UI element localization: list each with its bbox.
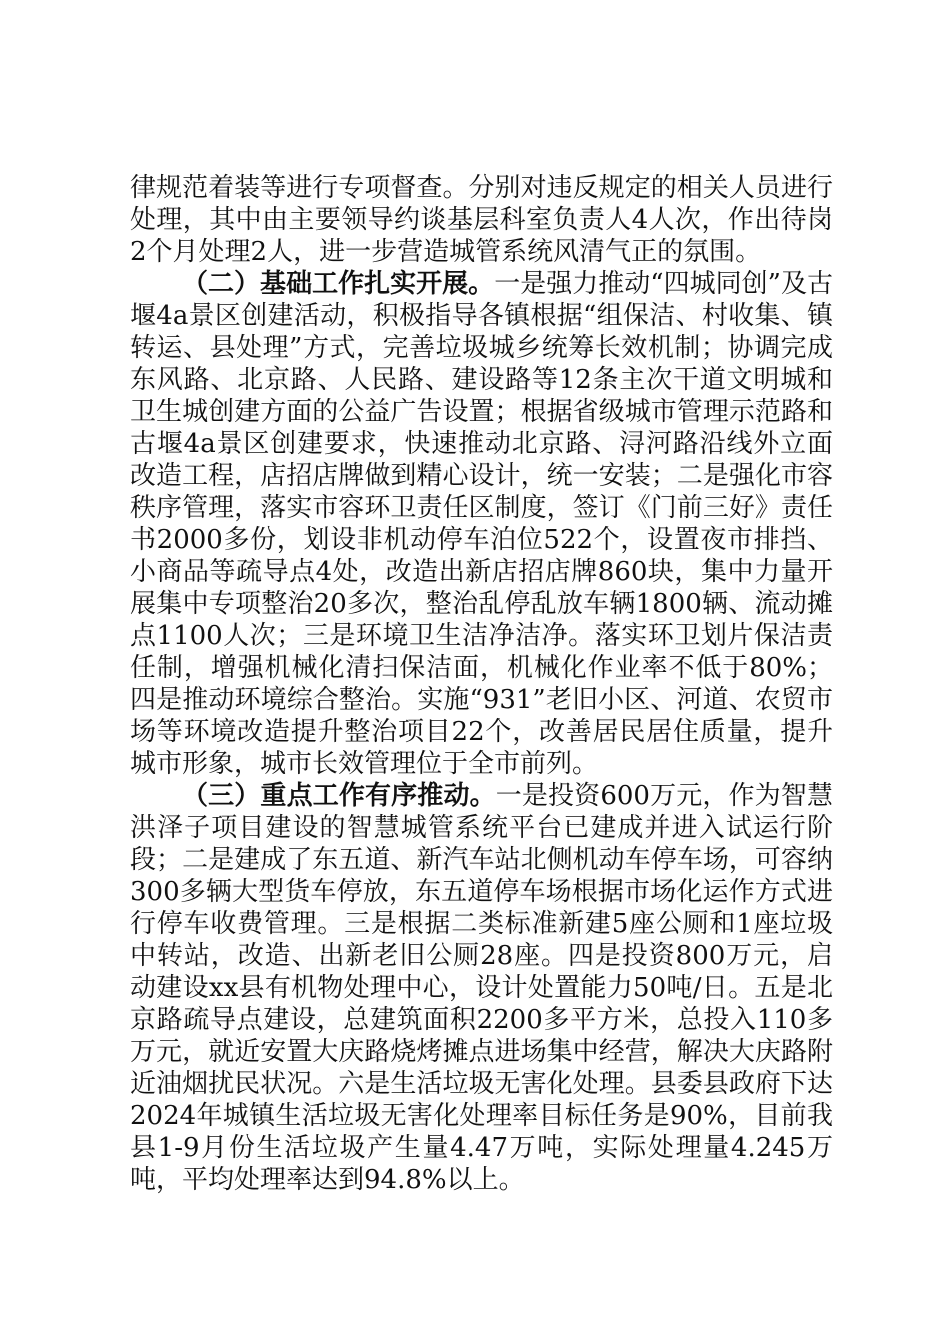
paragraph-continuation — [130, 172, 833, 268]
section-heading: （二）基础工作扎实开展。 — [182, 269, 495, 299]
paragraph-section-2 — [130, 268, 833, 780]
paragraph-text: 一是强力推动“四城同创”及古堰4a景区创建活动，积极指导各镇根据“组保洁、村收集、镇转运、县处理”方式，完善垃圾城乡统筹长效机制；协调完成东风路、北京路、人民路、建设路等12条主次干道文明城和卫生城创建方面的公益广告设置；根据省级城市管理示范路和古堰4a景区创建要求，快速推动北京路、浔河路沿线外立面改造工程，店招店牌做到精心设计，统一安装；二是强化市容秩序管理，落实市容环卫责任区制度，签订《门前三好》责任书2000多份，划设非机动停车泊位522个，设置夜市排挡、小商品等疏导点4处，改造出新店招店牌860块，集中力量开展集中专项整治20多次，整治乱停乱放车辆1800辆、流动摊点1100人次；三是环境卫生洁净洁净。落实环卫划片保洁责任制，增强机械化清扫保洁面，机械化作业率不低于80%；四是推动环境综合整治。实施“931”老旧小区、河道、农贸市场等环境改造提升整治项目22个，改善居民居住质量，提升城市形象，城市长效管理位于全市前列。 — [130, 269, 833, 779]
document-body — [130, 172, 833, 1196]
paragraph-text: 一是投资600万元，作为智慧洪泽子项目建设的智慧城管系统平台已建成并进入试运行阶段；二是建成了东五道、新汽车站北侧机动车停车场，可容纳300多辆大型货车停放，东五道停车场根据市场化运作方式进行停车收费管理。三是根据二类标准新建5座公厕和1座垃圾中转站，改造、出新老旧公厕28座。四是投资800万元，启动建设xx县有机物处理中心，设计处置能力50吨/日。五是北京路疏导点建设，总建筑面积2200多平方米，总投入110多万元，就近安置大庆路烧烤摊点进场集中经营，解决大庆路附近油烟扰民状况。六是生活垃圾无害化处理。县委县政府下达2024年城镇生活垃圾无害化处理率目标任务是90%，目前我县1-9月份生活垃圾产生量4.47万吨，实际处理量4.245万吨，平均处理率达到94.8%以上。 — [130, 781, 833, 1195]
paragraph-text: 律规范着装等进行专项督查。分别对违反规定的相关人员进行处理，其中由主要领导约谈基层科室负责人4人次，作出待岗2个月处理2人，进一步营造城管系统风清气正的氛围。 — [130, 173, 833, 267]
paragraph-section-3 — [130, 780, 833, 1196]
section-heading: （三）重点工作有序推动。 — [182, 781, 496, 811]
